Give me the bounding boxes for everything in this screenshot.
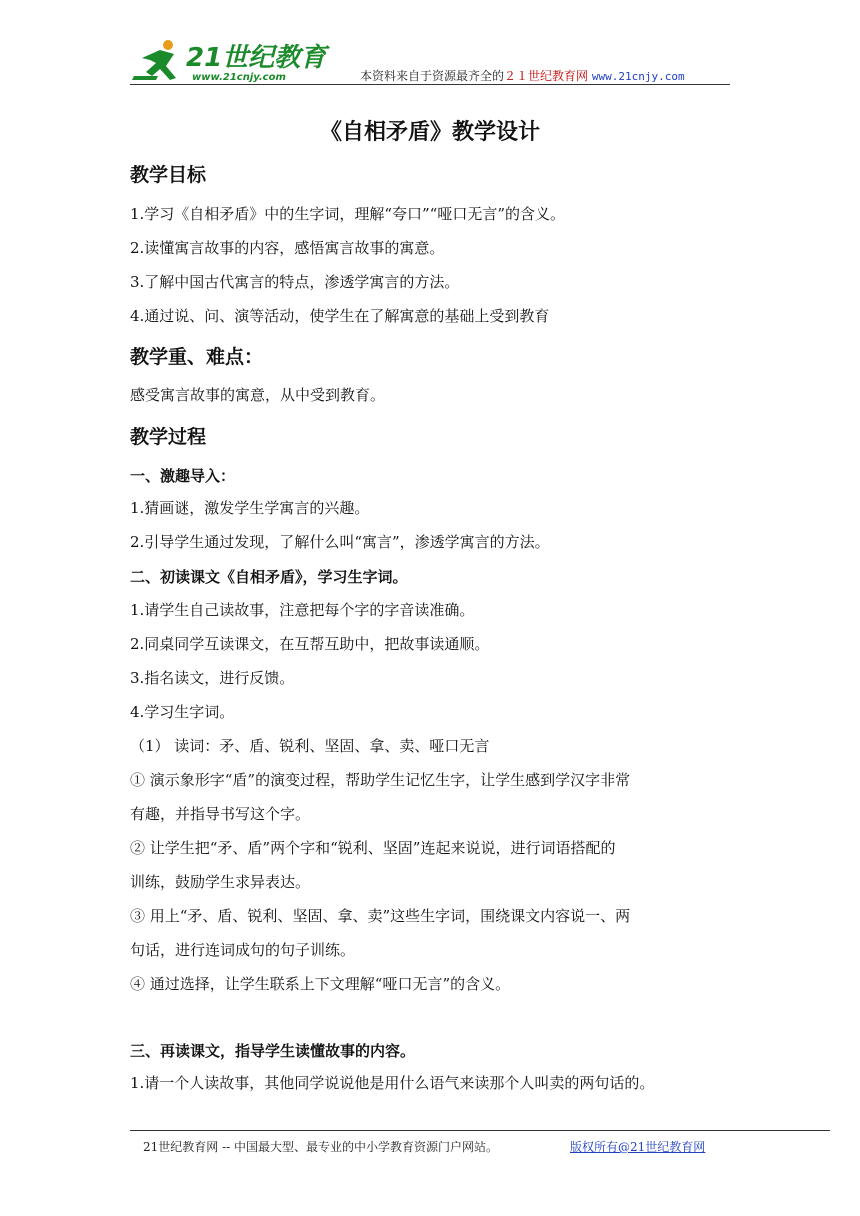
- step2-item: 1.请学生自己读故事，注意把每个字的字音读准确。: [130, 601, 475, 619]
- step1-heading: 一、激趣导入：: [130, 467, 236, 485]
- step1-item: 1.猜画谜，激发学生学寓言的兴趣。: [130, 499, 370, 517]
- document-title: 《自相矛盾》教学设计: [319, 119, 540, 145]
- logo-url: www.21cnjy.com: [192, 72, 286, 83]
- step2-item: 句话，进行连词成句的句子训练。: [130, 941, 356, 959]
- footer-divider: [130, 1130, 830, 1131]
- step2-item: ③ 用上“矛、盾、锐利、坚固、拿、卖”这些生字词，围绕课文内容说一、两: [130, 907, 631, 925]
- process-heading: 教学过程: [130, 426, 207, 448]
- step2-item: 4.学习生字词。: [130, 703, 235, 721]
- step2-item: 2.同桌同学互读课文，在互帮互助中，把故事读通顺。: [130, 635, 490, 653]
- step2-item: ④ 通过选择，让学生联系上下文理解“哑口无言”的含义。: [130, 975, 511, 993]
- header-source-note: [360, 67, 685, 84]
- step2-heading: 二、初读课文《自相矛盾》，学习生字词。: [130, 568, 408, 586]
- note-site-link[interactable]: ２１世纪教育网: [504, 69, 589, 83]
- footer-text: 21世纪教育网 -- 中国最大型、最专业的中小学教育资源门户网站。: [143, 1140, 499, 1154]
- step3-item: 1.请一个人读故事，其他同学说说他是用什么语气来读那个人叫卖的两句话的。: [130, 1074, 655, 1092]
- step2-item: ① 演示象形字“盾”的演变过程，帮助学生记忆生字，让学生感到学汉字非常: [130, 771, 631, 789]
- goals-heading: 教学目标: [130, 164, 207, 186]
- goal-item: 3.了解中国古代寓言的特点，渗透学寓言的方法。: [130, 273, 460, 291]
- note-prefix: 本资料来自于资源最齐全的: [360, 69, 505, 83]
- page-header: [130, 36, 730, 86]
- step2-item: 3.指名读文，进行反馈。: [130, 669, 295, 687]
- step3-heading: 三、再读课文，指导学生读懂故事的内容。: [130, 1042, 416, 1060]
- runner-icon: [132, 40, 176, 80]
- step2-item: ② 让学生把“矛、盾”两个字和“锐利、坚固”连起来说说，进行词语搭配的: [130, 839, 616, 857]
- goal-item: 1.学习《自相矛盾》中的生字词，理解“夸口”“哑口无言”的含义。: [130, 205, 565, 223]
- logo-text: 21世纪教育: [186, 43, 327, 73]
- header-divider: [130, 84, 730, 85]
- note-url-link[interactable]: www.21cnjy.com: [591, 70, 685, 83]
- copyright-link[interactable]: 版权所有@21世纪教育网: [570, 1140, 706, 1154]
- goal-item: 4.通过说、问、演等活动，使学生在了解寓意的基础上受到教育: [130, 307, 550, 325]
- step1-item: 2.引导学生通过发现，了解什么叫“寓言”，渗透学寓言的方法。: [130, 533, 550, 551]
- key-points-text: 感受寓言故事的寓意，从中受到教育。: [130, 386, 386, 404]
- step2-item: 有趣，并指导书写这个字。: [130, 805, 311, 823]
- site-logo[interactable]: [130, 36, 340, 84]
- goal-item: 2.读懂寓言故事的内容，感悟寓言故事的寓意。: [130, 239, 445, 257]
- key-points-heading: 教学重、难点：: [130, 346, 264, 368]
- step2-item: 训练，鼓励学生求异表达。: [130, 873, 311, 891]
- step2-item: （1） 读词：矛、盾、锐利、坚固、拿、卖、哑口无言: [130, 737, 490, 755]
